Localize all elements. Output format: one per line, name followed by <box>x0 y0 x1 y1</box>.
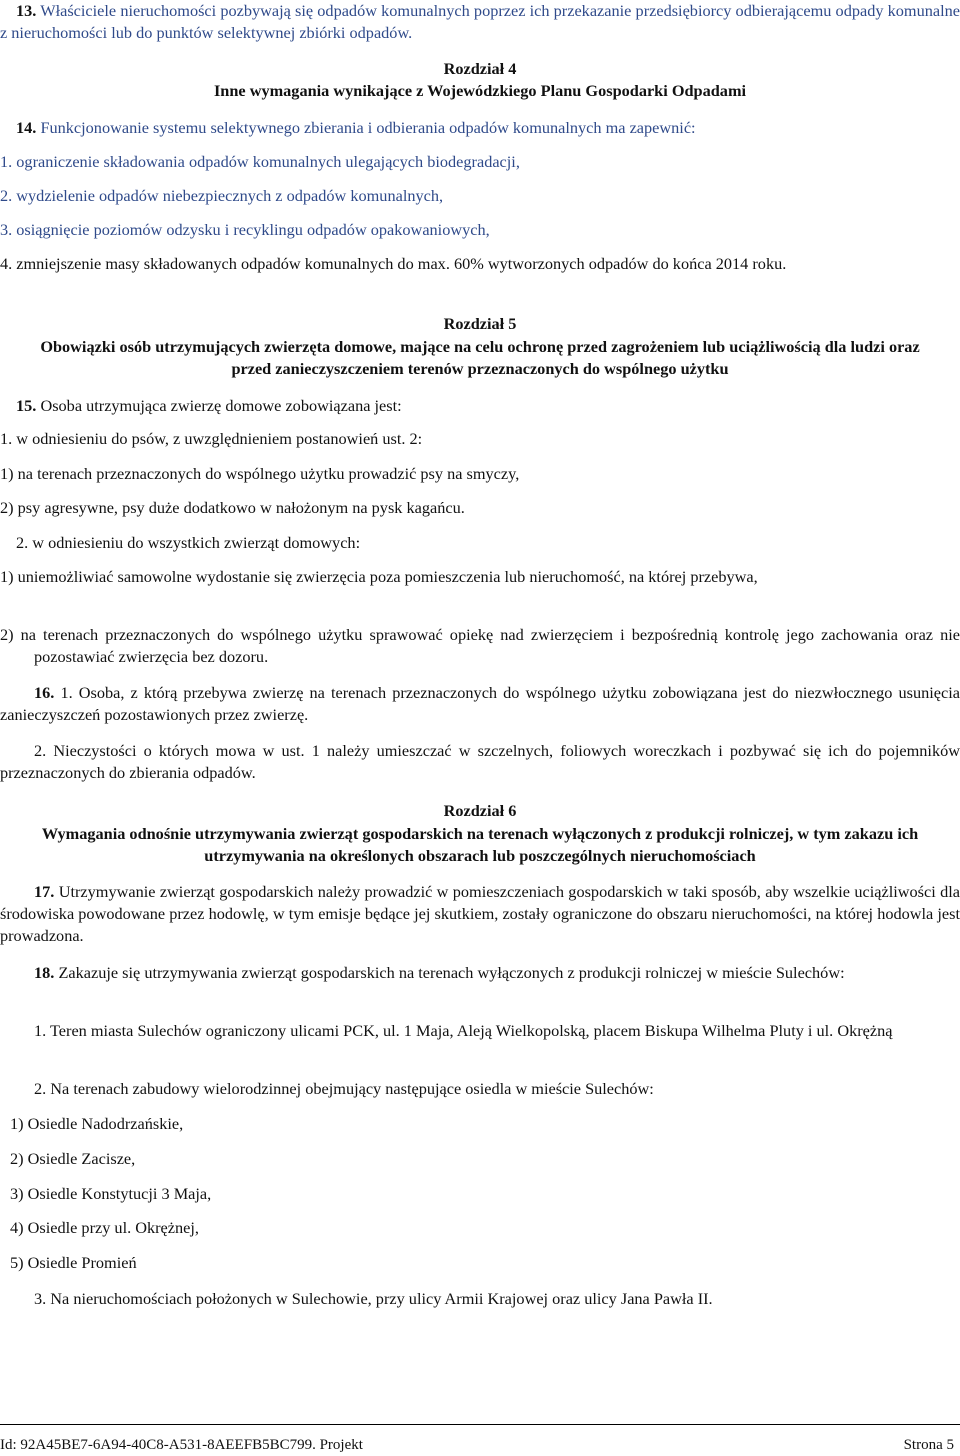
section-15-p2-item: 1) uniemożliwiać samowolne wydostanie się zwierzęcia poza pomieszczenia lub nieruchomość, na której przebywa, <box>0 567 758 586</box>
section-18-intro <box>0 962 960 984</box>
estate-list-item: 4) Osiedle przy ul. Okrężnej, <box>10 1218 199 1237</box>
section-15-p1-item: 1) na terenach przeznaczonych do wspólnego użytku prowadzić psy na smyczy, <box>0 464 520 483</box>
section-14-number: 14. <box>16 118 37 137</box>
footer-divider <box>0 1424 960 1425</box>
section-15-p1-item: 2) psy agresywne, psy duże dodatkowo w nałożonym na pysk kagańcu. <box>0 498 465 517</box>
section-13-number: 13. <box>16 1 37 20</box>
chapter-4-subtitle: Inne wymagania wynikające z Wojewódzkiego Planu Gospodarki Odpadami <box>213 81 747 100</box>
section-14-intro <box>16 117 960 139</box>
section-15-number: 15. <box>16 396 37 415</box>
section-15-p2-item: 2) na terenach przeznaczonych do wspólnego użytku sprawować opiekę nad zwierzęciem i bezpośrednią kontrolę jego zachowania oraz nie pozostawiać zwierzęcia bez dozoru. <box>0 625 960 666</box>
section-14-item: 2. wydzielenie odpadów niebezpiecznych z odpadów komunalnych, <box>0 186 444 205</box>
section-18-intro-text: Zakazuje się utrzymywania zwierząt gospodarskich na terenach wyłączonych z produkcji rolniczej w mieście Sulechów: <box>58 963 845 982</box>
estate-list-item: 1) Osiedle Nadodrzańskie, <box>10 1114 184 1133</box>
section-15-paragraph-2: 2. w odniesieniu do wszystkich zwierząt domowych: <box>16 533 361 552</box>
section-14-item: 4. zmniejszenie masy składowanych odpadów komunalnych do max. 60% wytworzonych odpadów do końca 2014 roku. <box>0 254 787 273</box>
section-14-item: 3. osiągnięcie poziomów odzysku i recyklingu odpadów opakowaniowych, <box>0 220 490 239</box>
section-18-paragraph-2: 2. Na terenach zabudowy wielorodzinnej obejmujący następujące osiedla w mieście Sulechów: <box>34 1079 654 1098</box>
section-18-paragraph-1: 1. Teren miasta Sulechów ograniczony ulicami PCK, ul. 1 Maja, Aleją Wielkopolską, placem Biskupa Wilhelma Pluty i ul. Okrężną <box>34 1021 893 1040</box>
chapter-5-subtitle: Obowiązki osób utrzymujących zwierzęta domowe, mające na celu ochronę przed zagrożeniem lub uciążliwością dla ludzi oraz przed zanieczyszczeniem terenów przeznaczonych do wspólnego użytku <box>40 337 920 378</box>
footer-document-id: Id: 92A45BE7-6A94-40C8-A531-8AEEFB5BC799. Projekt <box>0 1437 363 1453</box>
estate-list-item: 5) Osiedle Promień <box>10 1253 137 1272</box>
section-16-number: 16. <box>34 683 55 702</box>
section-17-text: Utrzymywanie zwierząt gospodarskich należy prowadzić w pomieszczeniach gospodarskich w taki sposób, aby wszelkie uciążliwości dla środowiska powodowane przez hodowlę, w tym emisje będące jej skutkiem, zostały ograniczone do obszaru nieruchomości, na której hodowla jest prowadzona. <box>0 882 960 945</box>
chapter-6-title: Rozdział 6 <box>443 801 517 820</box>
section-16-paragraph-2: 2. Nieczystości o których mowa w ust. 1 należy umieszczać w szczelnych, foliowych woreczkach i pozbywać się ich do pojemników przeznaczonych do zbierania odpadów. <box>0 741 960 782</box>
section-15-paragraph-1: 1. w odniesieniu do psów, z uwzględnieniem postanowień ust. 2: <box>0 429 423 448</box>
section-17 <box>0 881 960 947</box>
section-13-text: Właściciele nieruchomości pozbywają się odpadów komunalnych poprzez ich przekazanie przedsiębiorcy odbierającemu odpady komunalne z nieruchomości lub do punktów selektywnej zbiórki odpadów. <box>0 1 960 42</box>
section-13 <box>0 0 960 44</box>
section-18-number: 18. <box>34 963 55 982</box>
section-16-paragraph-1 <box>0 682 960 726</box>
section-14-intro-text: Funkcjonowanie systemu selektywnego zbierania i odbierania odpadów komunalnych ma zapewnić: <box>40 118 696 137</box>
section-14-item: 1. ograniczenie składowania odpadów komunalnych ulegających biodegradacji, <box>0 152 520 171</box>
chapter-6-subtitle: Wymagania odnośnie utrzymywania zwierząt gospodarskich na terenach wyłączonych z produkcji rolniczej, w tym zakazu ich utrzymywania na określonych obszarach lub poszczególnych nieruchomościach <box>41 824 919 865</box>
chapter-4-title: Rozdział 4 <box>443 59 517 78</box>
section-18-paragraph-3: 3. Na nieruchomościach położonych w Sulechowie, przy ulicy Armii Krajowej oraz ulicy Jana Pawła II. <box>34 1289 713 1308</box>
estate-list-item: 3) Osiedle Konstytucji 3 Maja, <box>10 1184 212 1203</box>
section-16-paragraph-1-text: 1. Osoba, z którą przebywa zwierzę na terenach przeznaczonych do wspólnego użytku zobowiązana jest do niezwłocznego usunięcia zanieczyszczeń pozostawionych przez zwierzę. <box>0 683 960 724</box>
section-15-intro-text: Osoba utrzymująca zwierzę domowe zobowiązana jest: <box>40 396 402 415</box>
estate-list-item: 2) Osiedle Zacisze, <box>10 1149 136 1168</box>
section-15-intro <box>16 395 960 417</box>
footer-page-number: Strona 5 <box>903 1437 954 1453</box>
section-17-number: 17. <box>34 882 55 901</box>
chapter-5-title: Rozdział 5 <box>443 314 517 333</box>
